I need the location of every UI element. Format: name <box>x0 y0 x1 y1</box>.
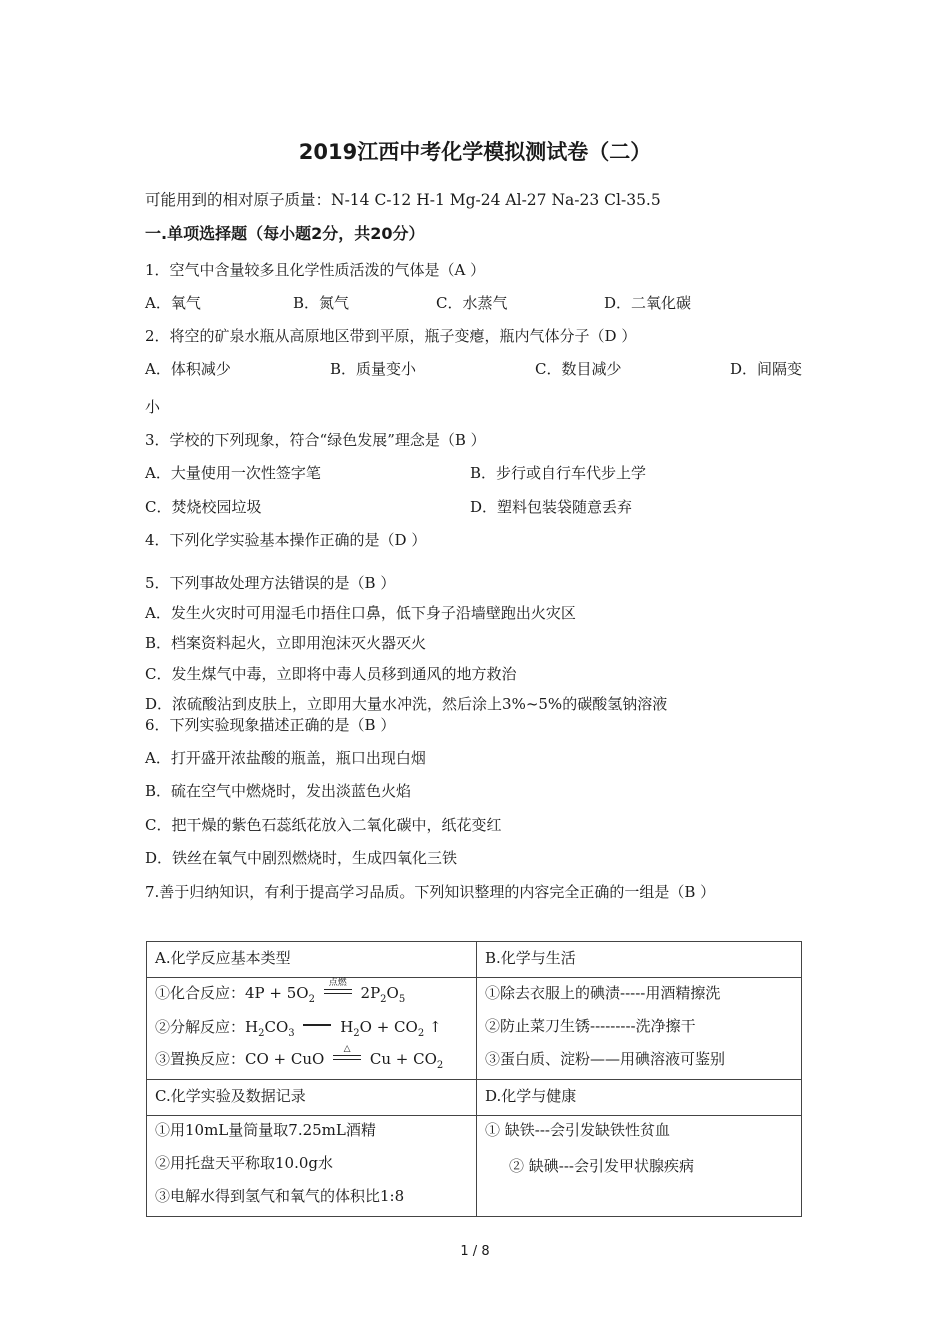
table-head-b: B.化学与生活 <box>485 949 576 967</box>
question-5-option-a: A．发生火灾时可用湿毛巾捂住口鼻，低下身子沿墙壁跑出火灾区 <box>145 604 576 622</box>
table-head-a: A.化学反应基本类型 <box>155 949 291 967</box>
table-c-row-1: ①用10mL量筒量取7.25mL酒精 <box>155 1121 376 1139</box>
question-6-option-d: D．铁丝在氧气中剧烈燃烧时，生成四氧化三铁 <box>145 849 458 867</box>
question-5-option-c: C．发生煤气中毒，立即将中毒人员移到通风的地方救治 <box>145 665 517 683</box>
question-3-stem: 3．学校的下列现象，符合“绿色发展”理念是（B ） <box>145 431 486 449</box>
question-2-option-c: C．数目减少 <box>535 360 622 378</box>
question-5-option-d: D．浓硫酸沾到皮肤上，立即用大量水冲洗，然后涂上3%~5%的碳酸氢钠溶液 <box>145 695 668 713</box>
knowledge-table <box>146 941 802 1217</box>
question-1-option-a: A．氧气 <box>145 294 201 312</box>
question-2-option-a: A．体积减少 <box>145 360 231 378</box>
table-divider <box>147 1079 801 1080</box>
table-c-row-2: ②用托盘天平称取10.0g水 <box>155 1154 334 1172</box>
table-divider <box>147 1115 801 1116</box>
table-b-row-2: ②防止菜刀生锈---------洗净擦干 <box>485 1017 696 1035</box>
question-1-option-d: D．二氧化碳 <box>604 294 692 312</box>
question-6-option-a: A．打开盛开浓盐酸的瓶盖，瓶口出现白烟 <box>145 749 426 767</box>
question-2-option-d: D．间隔变 <box>730 360 803 378</box>
question-1-option-b: B．氮气 <box>293 294 350 312</box>
table-d-row-2: ② 缺碘---会引发甲状腺疾病 <box>509 1157 694 1175</box>
table-head-c: C.化学实验及数据记录 <box>155 1087 306 1105</box>
question-3-option-d: D．塑料包装袋随意丢弃 <box>470 498 633 516</box>
page-number: 1 / 8 <box>460 1244 490 1259</box>
table-head-d: D.化学与健康 <box>485 1087 577 1105</box>
question-4-stem: 4．下列化学实验基本操作正确的是（D ） <box>145 531 427 549</box>
question-1-stem: 1．空气中含量较多且化学性质活泼的气体是（A ） <box>145 261 486 279</box>
table-d-row-1: ① 缺铁---会引发缺铁性贫血 <box>485 1121 670 1139</box>
question-6-option-c: C．把干燥的紫色石蕊纸花放入二氧化碳中，纸花变红 <box>145 816 502 834</box>
table-a-row-1: ①化合反应：$4P + 5O_2$ 点燃 $2P_2O_5$ <box>155 978 406 1005</box>
question-5-option-b: B．档案资料起火，立即用泡沫灭火器灭火 <box>145 634 427 652</box>
question-1-option-c: C．水蒸气 <box>436 294 508 312</box>
question-6-option-b: B．硫在空气中燃烧时，发出淡蓝色火焰 <box>145 782 412 800</box>
section-heading: 一.单项选择题（每小题2分，共20分） <box>145 224 425 243</box>
question-2-option-d-cont: 小 <box>145 398 161 416</box>
table-divider <box>147 977 801 978</box>
page-title: 2019江西中考化学模拟测试卷（二） <box>298 140 652 164</box>
table-a-row-2: ②分解反应：$H_2CO_3$ $H_2O + CO_2$ ↑ <box>155 1018 442 1039</box>
question-2-option-b: B．质量变小 <box>330 360 417 378</box>
atomic-mass-intro: 可能用到的相对原子质量：N-14 C-12 H-1 Mg-24 Al-27 Na-23 Cl-35.5 <box>145 191 661 209</box>
question-6-stem: 6．下列实验现象描述正确的是（B ） <box>145 716 396 734</box>
table-c-row-3: ③电解水得到氢气和氧气的体积比1:8 <box>155 1187 405 1205</box>
question-3-option-c: C．焚烧校园垃圾 <box>145 498 262 516</box>
question-5-stem: 5．下列事故处理方法错误的是（B ） <box>145 574 396 592</box>
table-b-row-1: ①除去衣服上的碘渍-----用酒精擦洗 <box>485 984 721 1002</box>
question-2-stem: 2．将空的矿泉水瓶从高原地区带到平原，瓶子变瘪，瓶内气体分子（D ） <box>145 327 637 345</box>
table-a-row-3: ③置换反应：CO + CuO △ $Cu + CO_2$ <box>155 1044 444 1071</box>
question-3-option-a: A．大量使用一次性签字笔 <box>145 464 321 482</box>
question-7-stem: 7.善于归纳知识，有利于提高学习品质。下列知识整理的内容完全正确的一组是（B ） <box>145 883 716 901</box>
question-3-option-b: B．步行或自行车代步上学 <box>470 464 647 482</box>
table-b-row-3: ③蛋白质、淀粉——用碘溶液可鉴别 <box>485 1050 726 1068</box>
